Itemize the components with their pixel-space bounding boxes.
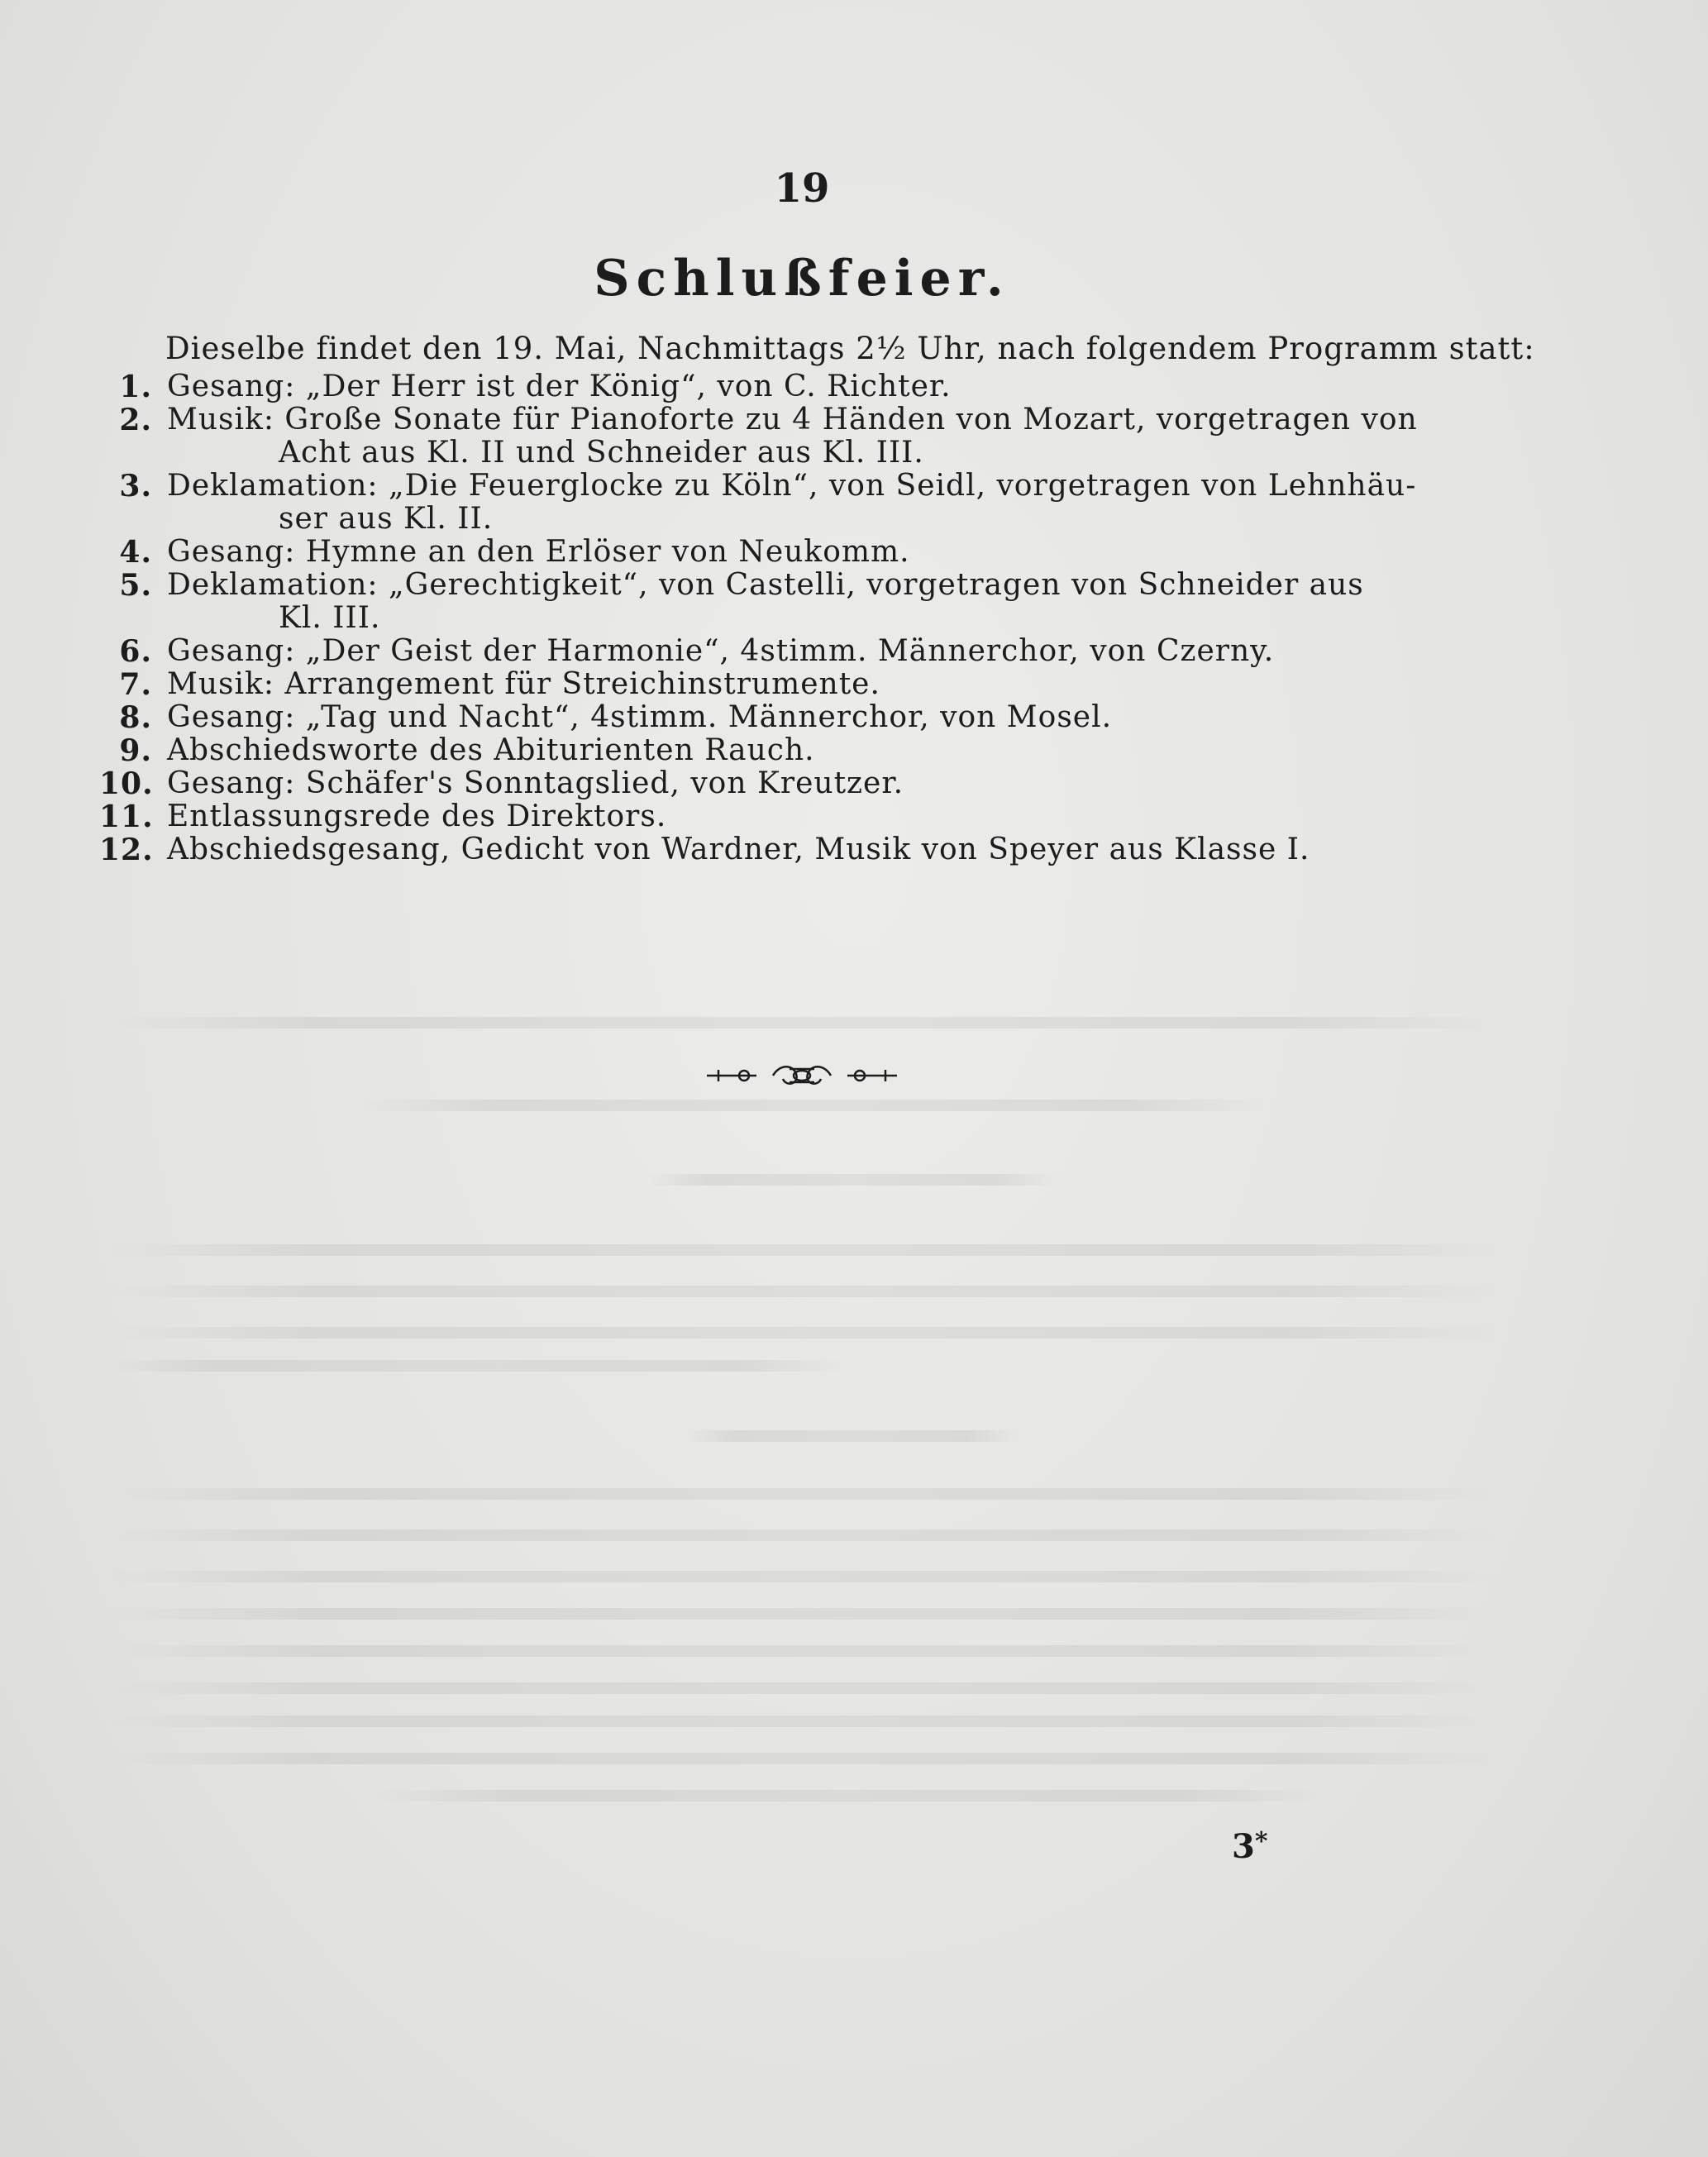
program-item bbox=[99, 370, 1496, 403]
item-number: 6. bbox=[119, 634, 152, 669]
item-text-continued: Acht aus Kl. II und Schneider aus Kl. III. bbox=[279, 436, 924, 470]
item-text: Musik: Arrangement für Streichinstrumente. bbox=[167, 667, 880, 701]
item-number: 11. bbox=[99, 799, 154, 834]
item-text: Deklamation: „Die Feuerglocke zu Köln“, von Seidl, vorgetragen von Lehnhäu- bbox=[167, 469, 1417, 503]
signature-mark bbox=[1232, 1827, 1268, 1866]
item-number: 12. bbox=[99, 833, 154, 867]
bleed-through-line bbox=[645, 1174, 1058, 1186]
item-text-continued: Kl. III. bbox=[279, 601, 381, 635]
program-item bbox=[99, 701, 1496, 734]
program-item bbox=[99, 833, 1496, 866]
bleed-through-line bbox=[107, 1682, 1496, 1694]
item-number: 9. bbox=[119, 733, 152, 768]
item-text: Gesang: „Der Herr ist der König“, von C. Richter. bbox=[167, 370, 952, 403]
program-list bbox=[99, 370, 1496, 866]
item-text-continued: ser aus Kl. II. bbox=[279, 502, 494, 536]
program-item bbox=[99, 403, 1496, 470]
item-number: 7. bbox=[119, 667, 152, 702]
item-number: 2. bbox=[119, 403, 152, 437]
item-text: Gesang: Hymne an den Erlöser von Neukomm. bbox=[167, 535, 910, 569]
bleed-through-line bbox=[355, 1100, 1265, 1111]
program-item bbox=[99, 470, 1496, 536]
program-item bbox=[99, 767, 1496, 800]
item-text: Gesang: „Der Geist der Harmonie“, 4stimm. Männerchor, von Czerny. bbox=[167, 634, 1275, 668]
intro-text: Dieselbe findet den 19. Mai, Nachmittags 2½ Uhr, nach folgendem Programm statt: bbox=[165, 331, 1535, 366]
program-item bbox=[99, 536, 1496, 569]
program-item bbox=[99, 668, 1496, 701]
item-number: 1. bbox=[119, 370, 152, 404]
bleed-through-line bbox=[686, 1430, 1017, 1442]
page-title: Schlußfeier. bbox=[594, 250, 1010, 308]
bleed-through-line bbox=[107, 1017, 1496, 1028]
item-text: Entlassungsrede des Direktors. bbox=[167, 799, 667, 833]
item-number: 4. bbox=[119, 535, 152, 570]
bleed-through-line bbox=[107, 1529, 1496, 1541]
bleed-through-line bbox=[107, 1327, 1496, 1339]
bleed-through-line bbox=[107, 1488, 1496, 1500]
bleed-through-line bbox=[372, 1790, 1323, 1801]
item-text: Deklamation: „Gerechtigkeit“, von Castelli, vorgetragen von Schneider aus bbox=[167, 568, 1364, 602]
item-number: 5. bbox=[119, 568, 152, 603]
item-text: Abschiedsworte des Abiturienten Rauch. bbox=[167, 733, 815, 767]
program-item bbox=[99, 635, 1496, 668]
bleed-through-line bbox=[107, 1716, 1496, 1727]
bleed-through-line bbox=[107, 1286, 1496, 1297]
bleed-through-line bbox=[107, 1571, 1496, 1582]
item-text: Musik: Große Sonate für Pianoforte zu 4 Händen von Mozart, vorgetragen von bbox=[167, 403, 1418, 437]
item-number: 3. bbox=[119, 469, 152, 503]
item-text: Abschiedsgesang, Gedicht von Wardner, Musik von Speyer aus Klasse I. bbox=[167, 833, 1310, 866]
signature-number: 3 bbox=[1232, 1827, 1255, 1866]
ornament-divider bbox=[707, 1062, 897, 1089]
signature-asterisk: * bbox=[1254, 1827, 1268, 1856]
item-text: Gesang: „Tag und Nacht“, 4stimm. Männerchor, von Mosel. bbox=[167, 700, 1113, 734]
program-item bbox=[99, 800, 1496, 833]
program-item bbox=[99, 734, 1496, 767]
bleed-through-line bbox=[107, 1608, 1496, 1620]
program-item bbox=[99, 569, 1496, 635]
bleed-through-line bbox=[107, 1360, 852, 1372]
bleed-through-line bbox=[107, 1645, 1496, 1657]
page-number: 19 bbox=[774, 165, 830, 212]
item-number: 8. bbox=[119, 700, 152, 735]
item-text: Gesang: Schäfer's Sonntagslied, von Kreutzer. bbox=[167, 766, 904, 800]
item-number: 10. bbox=[99, 766, 154, 801]
bleed-through-line bbox=[107, 1753, 1496, 1764]
bleed-through-line bbox=[107, 1244, 1496, 1256]
